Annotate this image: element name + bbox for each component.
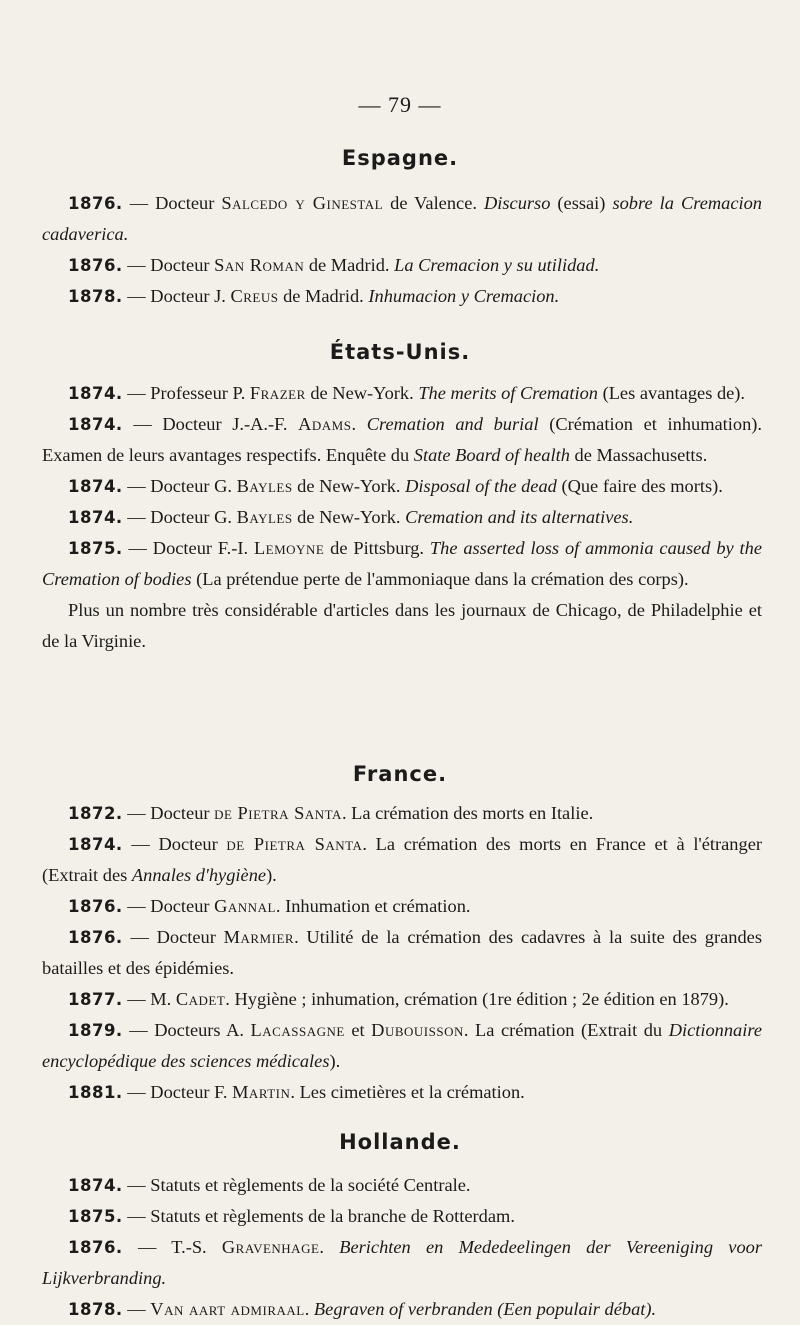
entry: 1876. — Docteur San Roman de Madrid. La Cremacion y su utilidad. <box>68 255 600 275</box>
page-number: — 79 — <box>358 92 442 117</box>
section-heading-etats-unis: États-Unis. <box>329 340 471 364</box>
entry: 1874. — Docteur G. Bayles de New-York. Disposal of the dead (Que faire des morts). <box>68 476 723 496</box>
entry: 1874. — Docteur G. Bayles de New-York. Cremation and its alternatives. <box>68 507 634 527</box>
entry: 1875. — Statuts et règlements de la branche de Rotterdam. <box>68 1206 515 1226</box>
section-etats-unis <box>42 378 762 657</box>
entry: 1874. — Statuts et règlements de la société Centrale. <box>68 1175 471 1195</box>
entry: 1878. — Van aart admiraal. Begraven of verbranden (Een populair débat). <box>68 1299 657 1319</box>
entry: 1874. — Professeur P. Frazer de New-York. The merits of Cremation (Les avantages de). <box>68 383 746 403</box>
section-hollande <box>42 1170 762 1325</box>
section-heading-france: France. <box>352 762 448 786</box>
entry: 1877. — M. Cadet. Hygiène ; inhumation, crémation (1re édition ; 2e édition en 1879). <box>68 989 729 1009</box>
entry: 1876. — T.-S. Gravenhage. Berichten en Mededeelingen der Vereeniging voor Lijkverbranding. <box>42 1237 762 1288</box>
section-heading-hollande: Hollande. <box>339 1130 461 1154</box>
entry: 1876. — Docteur Salcedo y Ginestal de Valence. Discurso (essai) sobre la Cremacion cadaverica. <box>42 193 762 244</box>
entry: 1872. — Docteur de Pietra Santa. La crémation des morts en Italie. <box>68 803 594 823</box>
entry: 1874. — Docteur de Pietra Santa. La crémation des morts en France et à l'étranger (Extrait des Annales d'hygiène). <box>42 834 762 885</box>
entry: 1881. — Docteur F. Martin. Les cimetières et la crémation. <box>68 1082 525 1102</box>
entry: 1879. — Docteurs A. Lacassagne et Dubouisson. La crémation (Extrait du Dictionnaire encyclopédique des sciences médicales). <box>42 1020 762 1071</box>
section-espagne <box>42 188 762 312</box>
entry: 1875. — Docteur F.-I. Lemoyne de Pittsburg. The asserted loss of ammonia caused by the Cremation of bodies (La prétendue perte de l'ammoniaque dans la crémation des corps). <box>42 538 762 589</box>
section-heading-espagne: Espagne. <box>341 146 459 170</box>
entry: 1874. — Docteur J.-A.-F. Adams. Cremation and burial (Crémation et inhumation). Examen de leurs avantages respectifs. Enquête du State Board of health de Massachusetts. <box>42 414 763 465</box>
entry-note: Plus un nombre très considérable d'articles dans les journaux de Chicago, de Philadelphie et de la Virginie. <box>42 600 762 651</box>
entry: 1878. — Docteur J. Creus de Madrid. Inhumacion y Cremacion. <box>68 286 560 306</box>
entry: 1876. — Docteur Marmier. Utilité de la crémation des cadavres à la suite des grandes batailles et des épidémies. <box>42 927 762 978</box>
section-france <box>42 798 762 1108</box>
entry: 1876. — Docteur Gannal. Inhumation et crémation. <box>68 896 471 916</box>
